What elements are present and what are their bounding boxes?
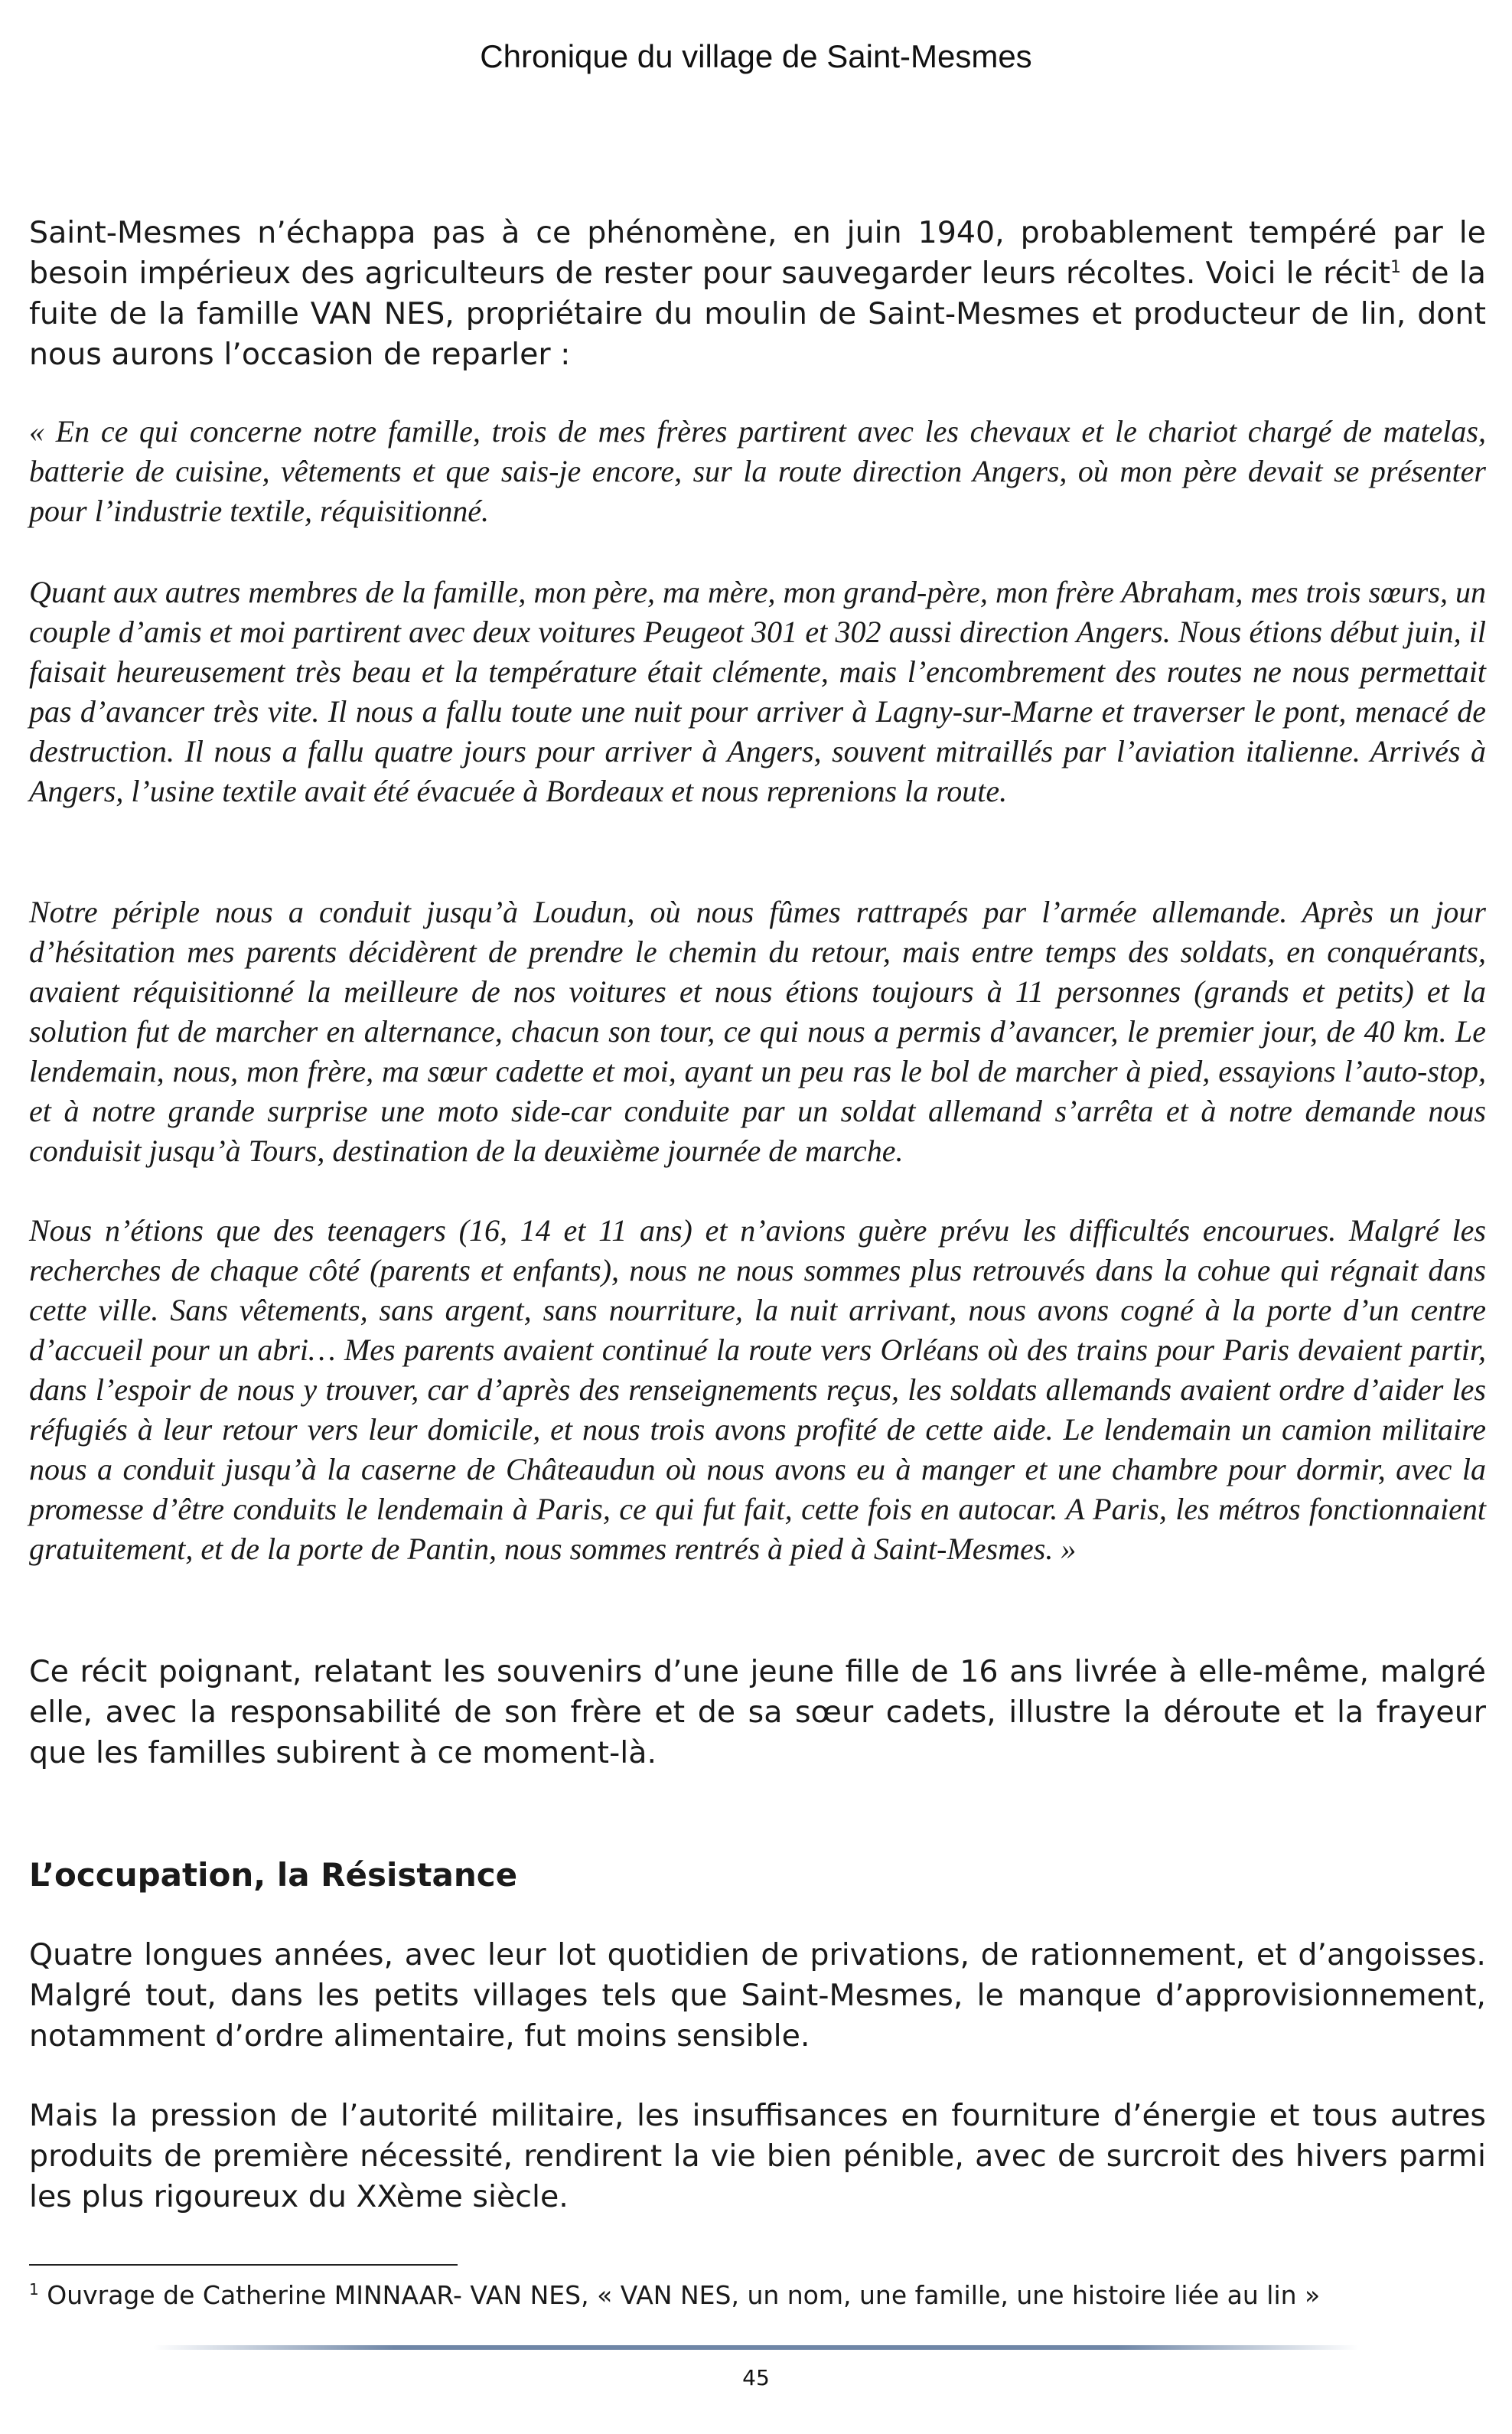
intro-paragraph [29, 213, 1486, 375]
intro-text: Saint-Mesmes n’échappa pas à ce phénomène, en juin 1940, probablement tempéré par le besoin impérieux des agriculteurs de rester pour sauvegarder leurs récoltes. Voici le récit [29, 215, 1486, 291]
footer-divider [153, 2345, 1359, 2350]
quote-paragraph-4: Nous n’étions que des teenagers (16, 14 et 11 ans) et n’avions guère prévu les difficultés encourues. Malgré les recherches de chaque côté (parents et enfants), nous ne nous sommes plus retrouvés dans la cohue qui régnait dans cette ville. Sans vêtements, sans argent, sans nourriture, la nuit arrivant, nous avons cogné à la porte d’un centre d’accueil pour un abri… Mes parents avaient continué la route vers Orléans où des trains pour Paris devaient partir, dans l’espoir de nous y trouver, car d’après des renseignements reçus, les soldats allemands avaient ordre d’aider les réfugiés à leur retour vers leur domicile, et nous trois avons profité de cette aide. Le lendemain un camion militaire nous a conduit jusqu’à la caserne de Châteaudun où nous avons eu à manger et une chambre pour dormir, avec la promesse d’être conduits le lendemain à Paris, ce qui fut fait, cette fois en autocar. A Paris, les métros fonctionnaient gratuitement, et de la porte de Pantin, nous sommes rentrés à pied à Saint-Mesmes. » [29, 1213, 1486, 1566]
footnote-divider [29, 2264, 458, 2266]
section-paragraph-2: Mais la pression de l’autorité militaire, les insuffisances en fourniture d’énergie et tous autres produits de première nécessité, rendirent la vie bien pénible, avec de surcroit des hivers parmi les plus rigoureux du XXème siècle. [29, 2098, 1486, 2214]
quote-paragraph-3: Notre périple nous a conduit jusqu’à Loudun, où nous fûmes rattrapés par l’armée allemande. Après un jour d’hésitation mes parents décidèrent de prendre le chemin du retour, mais entre temps des soldats, en conquérants, avaient réquisitionné la meilleure de nos voitures et nous étions toujours à 11 personnes (grands et petits) et la solution fut de marcher en alternance, chacun son tour, ce qui nous a permis d’avancer, le premier jour, de 40 km. Le lendemain, nous, mon frère, ma sœur cadette et moi, ayant un peu ras le bol de marcher à pied, essayions l’auto-stop, et à notre grande surprise une moto side-car conduite par un soldat allemand s’arrêta et à notre demande nous conduisit jusqu’à Tours, destination de la deuxième journée de marche. [29, 895, 1486, 1168]
footnote-reference[interactable]: 1 [1390, 257, 1401, 277]
intro-text-continued: de la fuite de la famille VAN NES, propriétaire du moulin de Saint-Mesmes et producteur de lin, dont nous aurons l’occasion de reparler : [29, 256, 1487, 372]
section-heading: L’occupation, la Résistance [29, 1856, 518, 1894]
footnote-number: 1 [29, 2280, 39, 2299]
running-header: Chronique du village de Saint-Mesmes [480, 38, 1032, 74]
page-number: 45 [742, 2365, 770, 2390]
commentary-paragraph: Ce récit poignant, relatant les souvenirs d’une jeune fille de 16 ans livrée à elle-même, malgré elle, avec la responsabilité de son frère et de sa sœur cadets, illustre la déroute et la frayeur que les familles subirent à ce moment-là. [29, 1654, 1486, 1770]
quote-paragraph-2: Quant aux autres membres de la famille, mon père, ma mère, mon grand-père, mon frère Abraham, mes trois sœurs, un couple d’amis et moi partirent avec deux voitures Peugeot 301 et 302 aussi direction Angers. Nous étions début juin, il faisait heureusement très beau et la température était clémente, mais l’encombrement des routes ne nous permettait pas d’avancer très vite. Il nous a fallu toute une nuit pour arriver à Lagny-sur-Marne et traverser le pont, menacé de destruction. Il nous a fallu quatre jours pour arriver à Angers, souvent mitraillés par l’aviation italienne. Arrivés à Angers, l’usine textile avait été évacuée à Bordeaux et nous reprenions la route. [29, 575, 1486, 808]
footnote-text: Ouvrage de Catherine MINNAAR- VAN NES, « VAN NES, un nom, une famille, une histoire liée au lin » [38, 2280, 1321, 2310]
quote-paragraph-1: « En ce qui concerne notre famille, trois de mes frères partirent avec les chevaux et le chariot chargé de matelas, batterie de cuisine, vêtements et que sais-je encore, sur la route direction Angers, où mon père devait se présenter pour l’industrie textile, réquisitionné. [29, 414, 1486, 528]
section-paragraph-1: Quatre longues années, avec leur lot quotidien de privations, de rationnement, et d’angoisses. Malgré tout, dans les petits villages tels que Saint-Mesmes, le manque d’approvisionnement, notamment d’ordre alimentaire, fut moins sensible. [29, 1937, 1486, 2054]
footnote [29, 2279, 1483, 2312]
